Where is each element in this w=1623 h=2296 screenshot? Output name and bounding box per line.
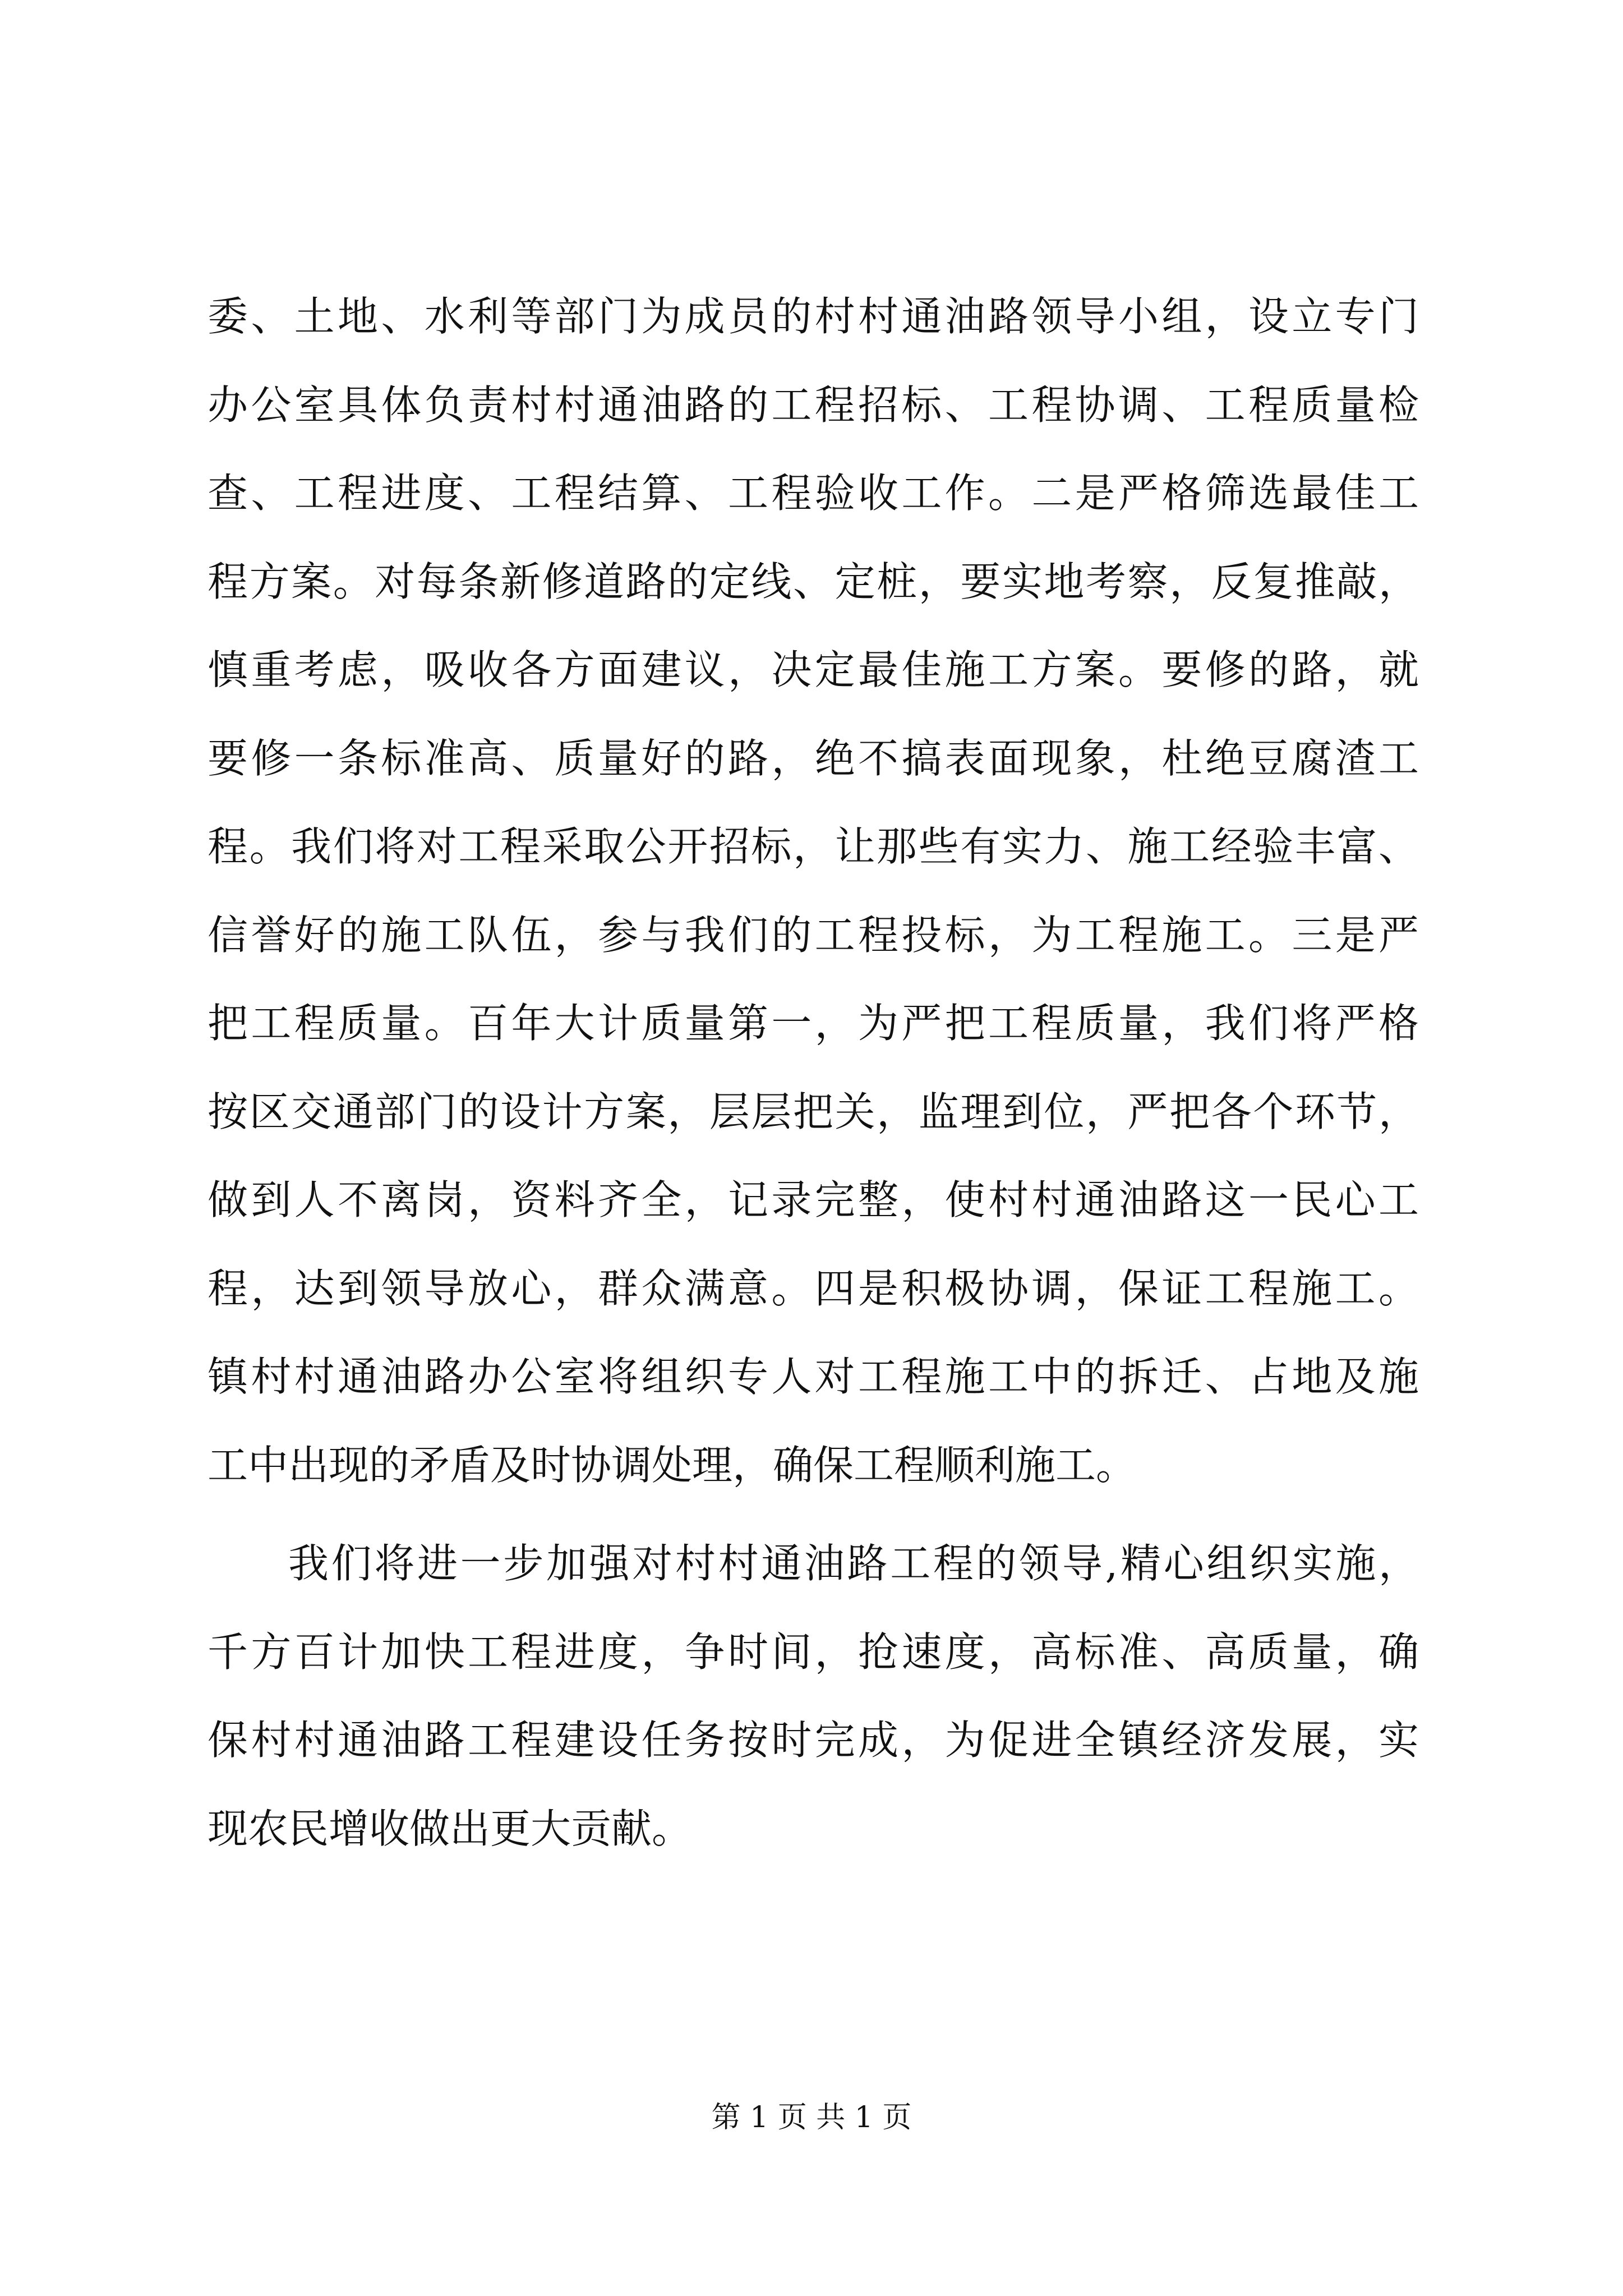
text-line: 按区交通部门的设计方案，层层把关，监理到位，严把各个环节， (208, 1088, 1419, 1135)
text-line: 做到人不离岗，资料齐全，记录完整，使村村通油路这一民心工 (208, 1176, 1419, 1223)
document-body (208, 273, 1419, 1873)
text-line: 工中出现的矛盾及时协调处理，确保工程顺利施工。 (208, 1441, 1137, 1489)
text-line: 办公室具体负责村村通油路的工程招标、工程协调、工程质量检 (208, 381, 1419, 429)
text-line: 镇村村通油路办公室将组织专人对工程施工中的拆迁、占地及施 (208, 1353, 1419, 1400)
text-line: 程方案。对每条新修道路的定线、定桩，要实地考察，反复推敲， (208, 558, 1419, 605)
text-line: 程。我们将对工程采取公开招标，让那些有实力、施工经验丰富、 (208, 823, 1419, 870)
paragraph-2 (208, 1520, 1419, 1873)
text-line: 要修一条标准高、质量好的路，绝不搞表面现象，杜绝豆腐渣工 (208, 734, 1419, 782)
paragraph-1 (208, 273, 1419, 1510)
text-line: 慎重考虑，吸收各方面建议，决定最佳施工方案。要修的路，就 (208, 646, 1419, 693)
text-line: 我们将进一步加强对村村通油路工程的领导,精心组织实施， (288, 1540, 1419, 1587)
text-line: 现农民增收做出更大贡献。 (208, 1805, 693, 1852)
text-line: 保村村通油路工程建设任务按时完成，为促进全镇经济发展，实 (208, 1717, 1419, 1764)
text-line: 千方百计加快工程进度，争时间，抢速度，高标准、高质量，确 (208, 1628, 1419, 1676)
paragraph-spacer (208, 1510, 1419, 1520)
text-line: 信誉好的施工队伍，参与我们的工程投标，为工程施工。三是严 (208, 911, 1419, 959)
text-line: 把工程质量。百年大计质量第一，为严把工程质量，我们将严格 (208, 1000, 1419, 1047)
page-number-footer: 第 1 页 共 1 页 (711, 2101, 912, 2134)
text-line: 程，达到领导放心，群众满意。四是积极协调，保证工程施工。 (208, 1264, 1419, 1312)
text-line: 委、土地、水利等部门为成员的村村通油路领导小组，设立专门 (208, 293, 1419, 340)
text-line: 查、工程进度、工程结算、工程验收工作。二是严格筛选最佳工 (208, 470, 1419, 517)
